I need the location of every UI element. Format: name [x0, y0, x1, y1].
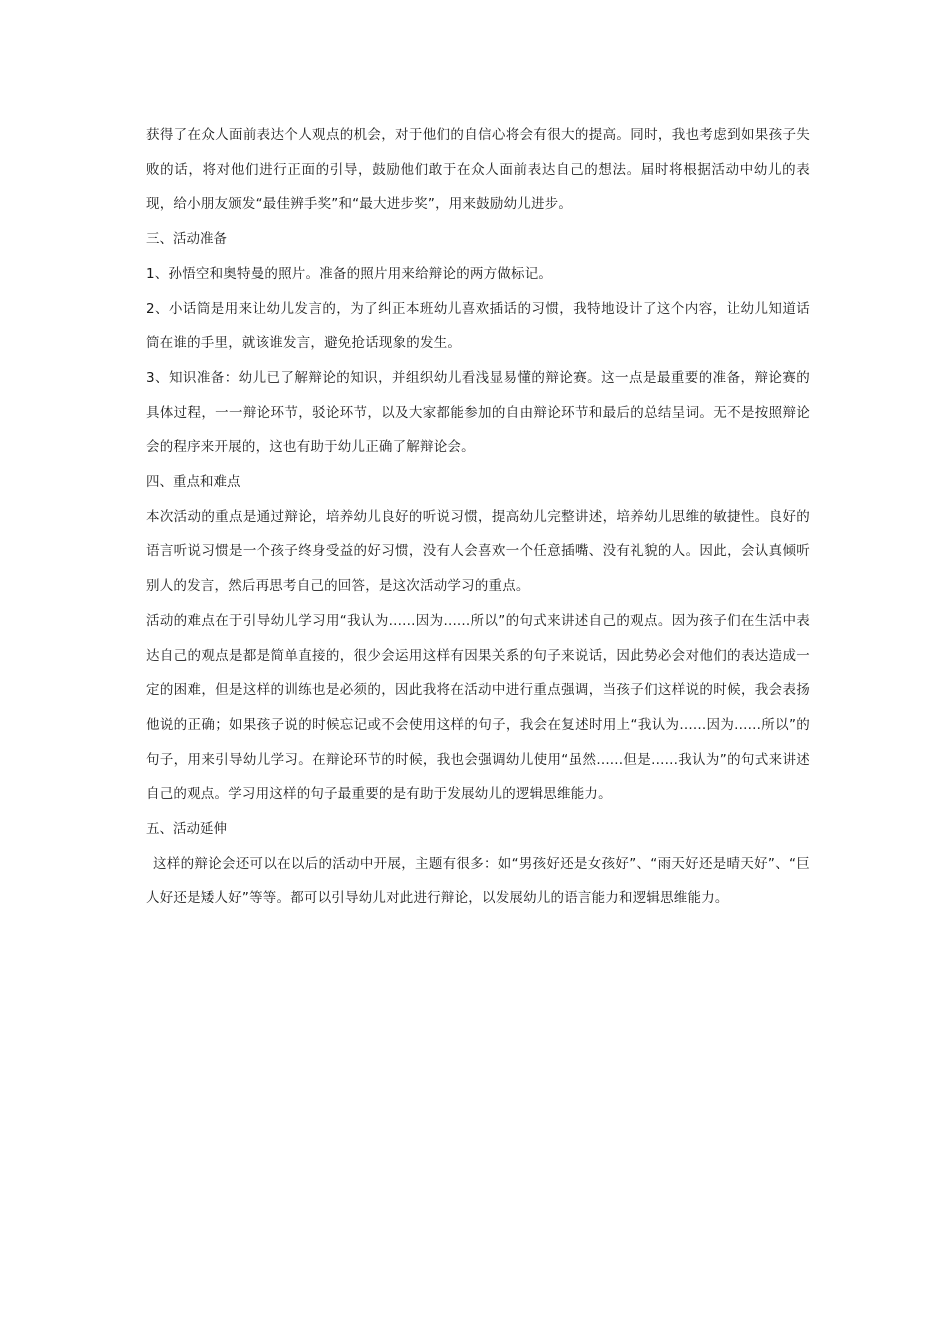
paragraph-photos: 1、孙悟空和奥特曼的照片。准备的照片用来给辩论的两方做标记。: [146, 265, 553, 282]
paragraph-difficulty: 活动的难点在于引导幼儿学习用“我认为......因为......所以”的句式来讲述自己的观点。因为孩子们在生活中表达自己的观点是都是简单直接的，很少会运用这样有因果关系的句子来说话，因此势必会对他们的表达造成一定的困难，但是这样的训练也是必须的，因此我将在活动中进行重点强调，当孩子们这样说的时候，我会表扬他说的正确；如果孩子说的时候忘记或不会使用这样的句子，我会在复述时用上“我认为......因为......所以”的句子，用来引导幼儿学习。在辩论环节的时候，我也会强调幼儿使用“虽然......但是......我认为”的句式来讲述自己的观点。学习用这样的句子最重要的是有助于发展幼儿的逻辑思维能力。: [146, 612, 810, 803]
paragraph-knowledge: 3、知识准备：幼儿已了解辩论的知识，并组织幼儿看浅显易懂的辩论赛。这一点是最重要的准备，辩论赛的具体过程，一一辩论环节，驳论环节，以及大家都能参加的自由辩论环节和最后的总结呈词。无不是按照辩论会的程序来开展的，这也有助于幼儿正确了解辩论会。: [146, 369, 810, 456]
document-page: [146, 118, 810, 916]
paragraph-microphone: 2、小话筒是用来让幼儿发言的，为了纠正本班幼儿喜欢插话的习惯，我特地设计了这个内容，让幼儿知道话筒在谁的手里，就该谁发言，避免抢话现象的发生。: [146, 300, 810, 352]
section-heading-extension: 五、活动延伸: [146, 821, 227, 838]
paragraph-focus: 本次活动的重点是通过辩论，培养幼儿良好的听说习惯，提高幼儿完整讲述，培养幼儿思维的敏捷性。良好的语言听说习惯是一个孩子终身受益的好习惯，没有人会喜欢一个任意插嘴、没有礼貌的人。因此，会认真倾听别人的发言，然后再思考自己的回答，是这次活动学习的重点。: [146, 508, 810, 595]
section-heading-preparation: 三、活动准备: [146, 231, 227, 248]
paragraph-extension: 这样的辩论会还可以在以后的活动中开展，主题有很多：如“男孩好还是女孩好”、“雨天好还是晴天好”、“巨人好还是矮人好”等等。都可以引导幼儿对此进行辩论，以发展幼儿的语言能力和逻辑思维能力。: [146, 855, 810, 907]
paragraph-awards: 获得了在众人面前表达个人观点的机会，对于他们的自信心将会有很大的提高。同时，我也考虑到如果孩子失败的话，将对他们进行正面的引导，鼓励他们敢于在众人面前表达自己的想法。届时将根据活动中幼儿的表现，给小朋友颁发“最佳辨手奖”和“最大进步奖”，用来鼓励幼儿进步。: [146, 127, 810, 213]
section-heading-focus: 四、重点和难点: [146, 474, 241, 491]
